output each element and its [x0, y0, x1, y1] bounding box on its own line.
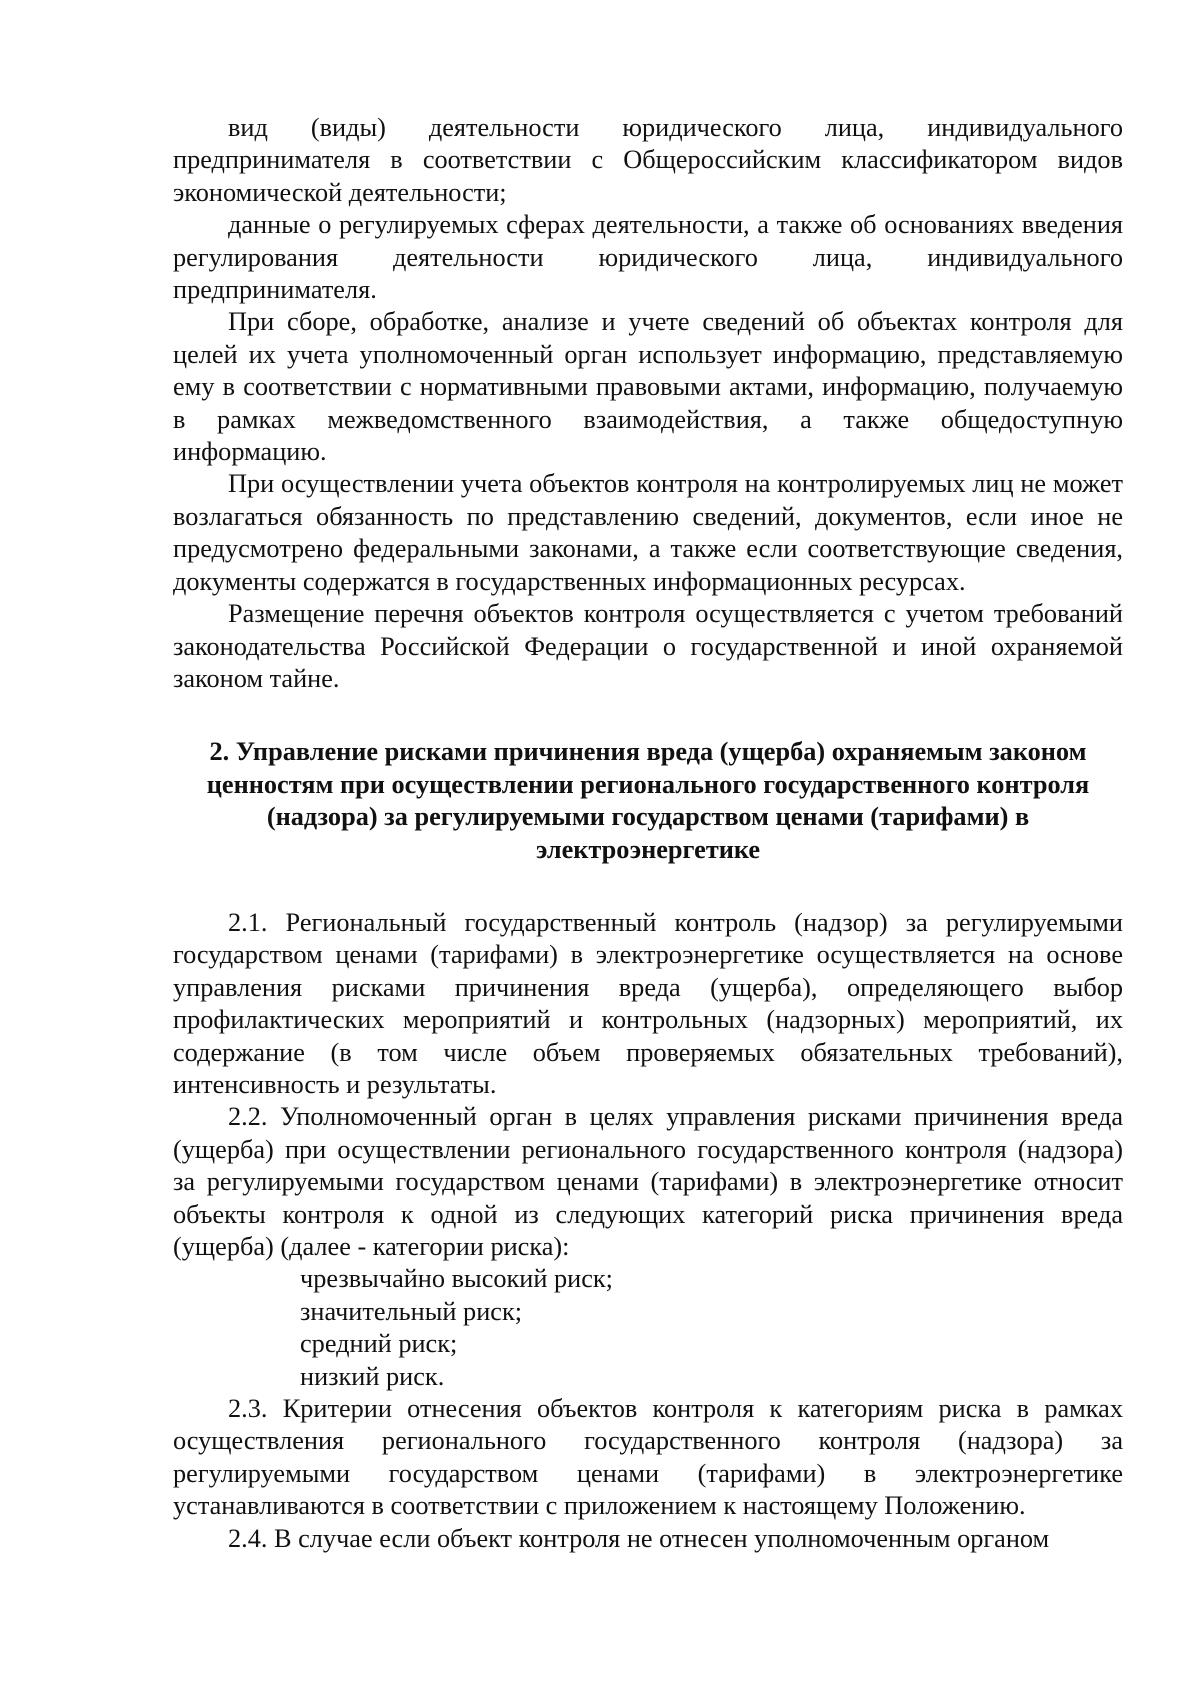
paragraph-regulated-spheres: данные о регулируемых сферах деятельности, а также об основаниях введения регулирования деятельности юридического лица, индивидуального предпринимателя.	[173, 210, 1123, 305]
list-item: значительный риск;	[300, 1296, 523, 1326]
risk-category-list	[173, 1263, 1123, 1393]
paragraph-2-1: 2.1. Региональный государственный контроль (надзор) за регулируемыми государством ценами (тарифами) в электроэнергетике осуществляется на основе управления рисками причинения вреда (ущерба), определяющего выбор профилактических мероприятий и контрольных (надзорных) мероприятий, их содержание (в том числе объем проверяемых обязательных требований), интенсивность и результаты.	[173, 907, 1123, 1099]
paragraph-no-obligation: При осуществлении учета объектов контроля на контролируемых лиц не может возлагаться обязанность по представлению сведений, документов, если иное не предусмотрено федеральными законами, а также если соответствующие сведения, документы содержатся в государственных информационных ресурсах.	[173, 469, 1123, 596]
paragraph-2-4: 2.4. В случае если объект контроля не отнесен уполномоченным органом	[228, 1523, 1050, 1553]
section-heading: 2. Управление рисками причинения вреда (ущерба) охраняемым законом ценностям при осуществлении регионального государственного контроля (надзора) за регулируемыми государством ценами (тарифами) в электроэнергетике	[206, 737, 1090, 864]
list-item: чрезвычайно высокий риск;	[300, 1264, 613, 1294]
paragraph-2-2: 2.2. Уполномоченный орган в целях управления рисками причинения вреда (ущерба) при осуществлении регионального государственного контроля (надзора) за регулируемыми государством ценами (тарифами) в электроэнергетике относит объекты контроля к одной из следующих категорий риска причинения вреда (ущерба) (далее - категории риска):	[173, 1102, 1123, 1261]
paragraph-activity-types: вид (виды) деятельности юридического лица, индивидуального предпринимателя в соответствии с Общероссийским классификатором видов экономической деятельности;	[173, 113, 1123, 207]
paragraph-list-publication: Размещение перечня объектов контроля осуществляется с учетом требований законодательства Российской Федерации о государственной и иной охраняемой законом тайне.	[173, 599, 1123, 693]
paragraph-2-3: 2.3. Критерии отнесения объектов контроля к категориям риска в рамках осуществления регионального государственного контроля (надзора) за регулируемыми государством ценами (тарифами) в электроэнергетике устанавливаются в соответствии с приложением к настоящему Положению.	[173, 1394, 1123, 1521]
paragraph-information-collection: При сборе, обработке, анализе и учете сведений об объектах контроля для целей их учета уполномоченный орган использует информацию, представляемую ему в соответствии с нормативными правовыми актами, информацию, получаемую в рамках межведомственного взаимодействия, а также общедоступную информацию.	[173, 307, 1123, 467]
document-body	[173, 112, 1123, 1555]
list-item: низкий риск.	[300, 1361, 445, 1391]
list-item: средний риск;	[300, 1329, 458, 1359]
